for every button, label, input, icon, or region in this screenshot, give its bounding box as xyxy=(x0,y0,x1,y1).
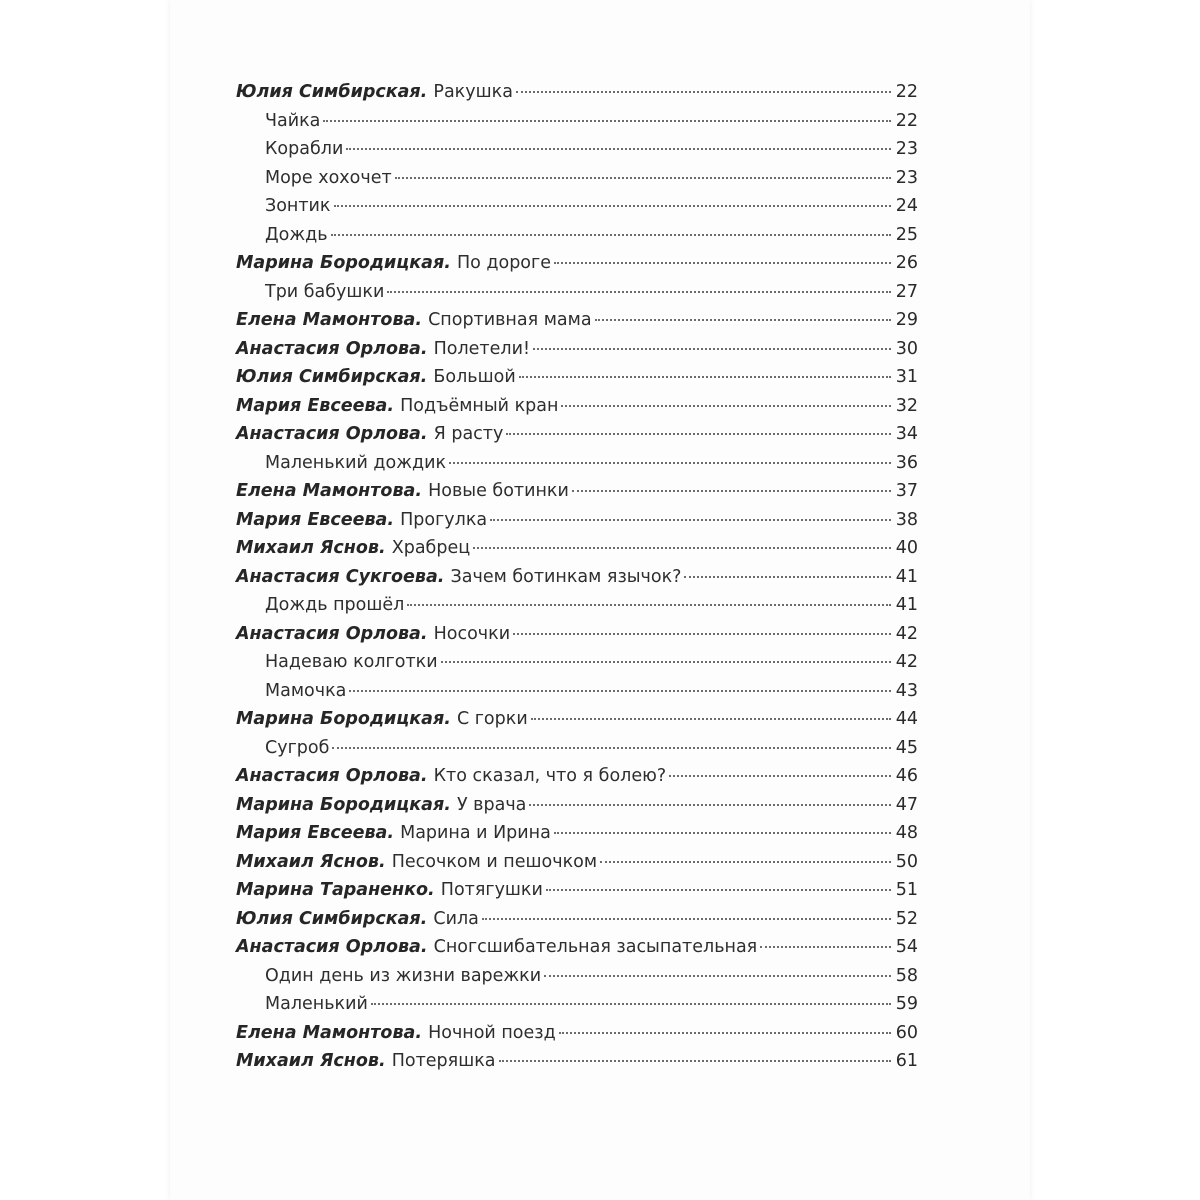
dot-leader xyxy=(482,918,891,920)
toc-author: Юлия Симбирская. xyxy=(236,82,428,102)
toc-title: Маленький дождик xyxy=(265,452,447,473)
toc-page-number: 58 xyxy=(895,965,918,986)
toc-page-number: 23 xyxy=(895,139,918,159)
toc-title: С горки xyxy=(456,709,528,729)
toc-title: По дороге xyxy=(456,253,551,273)
toc-page-number: 38 xyxy=(895,509,918,530)
dot-leader xyxy=(323,120,891,122)
toc-title: Кто сказал, что я болею? xyxy=(433,766,667,786)
toc-page-number: 32 xyxy=(895,395,918,416)
toc-entry xyxy=(236,367,918,396)
dot-leader xyxy=(559,1032,891,1034)
toc-page-number: 45 xyxy=(895,737,918,758)
toc-page-number: 29 xyxy=(895,310,918,330)
toc-author: Анастасия Орлова. xyxy=(236,623,428,644)
toc-author: Михаил Яснов. xyxy=(236,851,386,872)
toc-entry xyxy=(236,538,918,567)
toc-author: Марина Бородицкая. xyxy=(236,709,451,729)
toc-title: Зачем ботинкам язычок? xyxy=(450,566,682,587)
toc-title: Песочком и пешочком xyxy=(391,851,598,872)
toc-author: Елена Мамонтова. xyxy=(236,1022,422,1043)
toc-entry xyxy=(236,396,918,425)
toc-page-number: 60 xyxy=(895,1022,918,1043)
dot-leader xyxy=(533,348,891,350)
dot-leader xyxy=(554,262,891,264)
toc-title: Сугроб xyxy=(265,737,330,758)
toc-entry xyxy=(236,966,918,995)
toc-title: Дождь прошёл xyxy=(265,595,405,615)
toc-title: Дождь xyxy=(265,224,328,245)
toc-page-number: 61 xyxy=(895,1051,918,1071)
toc-entry xyxy=(236,738,918,767)
toc-entry xyxy=(236,196,918,225)
dot-leader xyxy=(490,519,891,521)
toc-page-number: 31 xyxy=(895,367,918,387)
toc-author: Мария Евсеева. xyxy=(236,823,395,843)
toc-page-number: 46 xyxy=(895,766,918,786)
toc-title: Корабли xyxy=(265,139,344,159)
toc-page-number: 42 xyxy=(895,652,918,672)
dot-leader xyxy=(546,889,891,891)
dot-leader xyxy=(544,975,891,977)
toc-page-number: 22 xyxy=(895,110,918,131)
toc-entry xyxy=(236,282,918,311)
toc-page-number: 44 xyxy=(895,709,918,729)
toc-entry xyxy=(236,909,918,938)
dot-leader xyxy=(332,747,891,749)
toc-page-number: 25 xyxy=(895,224,918,245)
toc-entry xyxy=(236,681,918,710)
toc-entry xyxy=(236,1023,918,1052)
toc-entry xyxy=(236,424,918,453)
toc-page-number: 34 xyxy=(895,424,918,444)
dot-leader xyxy=(395,177,891,179)
dot-leader xyxy=(519,376,891,378)
dot-leader xyxy=(516,91,891,93)
dot-leader xyxy=(595,319,891,321)
dot-leader xyxy=(331,234,891,236)
toc-entry xyxy=(236,823,918,852)
toc-page-number: 48 xyxy=(895,823,918,843)
toc-entry xyxy=(236,766,918,795)
dot-leader xyxy=(760,946,891,948)
toc-entry xyxy=(236,111,918,140)
toc-page-number: 51 xyxy=(895,880,918,900)
toc-author: Анастасия Орлова. xyxy=(236,338,428,359)
toc-page-number: 37 xyxy=(895,481,918,501)
toc-title: Я расту xyxy=(433,424,504,444)
toc-title: Три бабушки xyxy=(265,281,385,302)
toc-title: Маленький xyxy=(265,994,368,1014)
toc-author: Юлия Симбирская. xyxy=(236,908,428,929)
toc-page-number: 40 xyxy=(895,538,918,558)
toc-title: Ночной поезд xyxy=(428,1022,556,1043)
dot-leader xyxy=(684,576,891,578)
toc-author: Юлия Симбирская. xyxy=(236,367,428,387)
toc-entry xyxy=(236,1051,918,1080)
dot-leader xyxy=(600,861,891,863)
toc-title: Море хохочет xyxy=(265,167,392,188)
dot-leader xyxy=(572,490,891,492)
toc-page-number: 36 xyxy=(895,452,918,473)
toc-page-number: 59 xyxy=(895,994,918,1014)
dot-leader xyxy=(499,1060,891,1062)
dot-leader xyxy=(531,718,891,720)
toc-page-number: 22 xyxy=(895,82,918,102)
toc-entry xyxy=(236,339,918,368)
dot-leader xyxy=(387,291,891,293)
toc-title: Ракушка xyxy=(433,82,513,102)
dot-leader xyxy=(506,433,891,435)
toc-title: Мамочка xyxy=(265,680,347,701)
toc-page-number: 23 xyxy=(895,167,918,188)
toc-title: Чайка xyxy=(265,110,321,131)
dot-leader xyxy=(349,690,891,692)
toc-title: Носочки xyxy=(433,623,511,644)
toc-title: Большой xyxy=(433,367,516,387)
toc-author: Михаил Яснов. xyxy=(236,1051,386,1071)
toc-entry xyxy=(236,225,918,254)
dot-leader xyxy=(554,832,891,834)
toc-entry xyxy=(236,310,918,339)
toc-entry xyxy=(236,652,918,681)
dot-leader xyxy=(529,804,891,806)
toc-title: Сногсшибательная засыпательная xyxy=(433,937,758,957)
toc-title: Марина и Ирина xyxy=(400,823,551,843)
toc-title: Один день из жизни варежки xyxy=(265,965,542,986)
toc-title: Сила xyxy=(433,908,479,929)
dot-leader xyxy=(669,775,891,777)
toc-title: Храбрец xyxy=(391,538,471,558)
toc-author: Марина Тараненко. xyxy=(236,880,435,900)
toc-author: Елена Мамонтова. xyxy=(236,481,422,501)
toc-author: Елена Мамонтова. xyxy=(236,310,422,330)
toc-entry xyxy=(236,139,918,168)
toc-entry xyxy=(236,168,918,197)
toc-entry xyxy=(236,595,918,624)
toc-page-number: 26 xyxy=(895,253,918,273)
toc-author: Анастасия Сукгоева. xyxy=(236,566,445,587)
toc-title: У врача xyxy=(456,794,527,815)
toc-entry xyxy=(236,481,918,510)
toc-page-number: 41 xyxy=(895,566,918,587)
toc-title: Новые ботинки xyxy=(428,481,569,501)
dot-leader xyxy=(407,604,891,606)
toc-page-number: 43 xyxy=(895,680,918,701)
toc-page-number: 52 xyxy=(895,908,918,929)
dot-leader xyxy=(334,205,891,207)
toc-title: Зонтик xyxy=(265,196,331,216)
toc-entry xyxy=(236,880,918,909)
dot-leader xyxy=(473,547,891,549)
toc-author: Мария Евсеева. xyxy=(236,395,395,416)
toc-entry xyxy=(236,937,918,966)
toc-entry xyxy=(236,567,918,596)
toc-author: Анастасия Орлова. xyxy=(236,937,428,957)
toc-author: Марина Бородицкая. xyxy=(236,794,451,815)
toc-page-number: 50 xyxy=(895,851,918,872)
dot-leader xyxy=(371,1003,891,1005)
toc-page-number: 41 xyxy=(895,595,918,615)
toc-page-number: 54 xyxy=(895,937,918,957)
toc-title: Потеряшка xyxy=(391,1051,496,1071)
toc-entry xyxy=(236,709,918,738)
toc-page-number: 27 xyxy=(895,281,918,302)
toc-entry xyxy=(236,253,918,282)
dot-leader xyxy=(441,661,891,663)
toc-author: Михаил Яснов. xyxy=(236,538,386,558)
toc-title: Спортивная мама xyxy=(428,310,592,330)
table-of-contents xyxy=(236,82,918,1080)
toc-author: Анастасия Орлова. xyxy=(236,424,428,444)
toc-page-number: 30 xyxy=(895,338,918,359)
toc-title: Надеваю колготки xyxy=(265,652,438,672)
toc-author: Марина Бородицкая. xyxy=(236,253,451,273)
toc-page-number: 42 xyxy=(895,623,918,644)
toc-title: Прогулка xyxy=(400,509,488,530)
dot-leader xyxy=(561,405,891,407)
toc-title: Полетели! xyxy=(433,338,530,359)
toc-page-number: 47 xyxy=(895,794,918,815)
toc-entry xyxy=(236,453,918,482)
dot-leader xyxy=(346,148,891,150)
dot-leader xyxy=(513,633,891,635)
toc-entry xyxy=(236,82,918,111)
toc-entry xyxy=(236,994,918,1023)
toc-page-number: 24 xyxy=(895,196,918,216)
toc-entry xyxy=(236,795,918,824)
toc-entry xyxy=(236,852,918,881)
toc-entry xyxy=(236,510,918,539)
toc-entry xyxy=(236,624,918,653)
toc-title: Подъёмный кран xyxy=(400,395,559,416)
toc-author: Мария Евсеева. xyxy=(236,509,395,530)
dot-leader xyxy=(449,462,891,464)
toc-author: Анастасия Орлова. xyxy=(236,766,428,786)
toc-title: Потягушки xyxy=(440,880,543,900)
